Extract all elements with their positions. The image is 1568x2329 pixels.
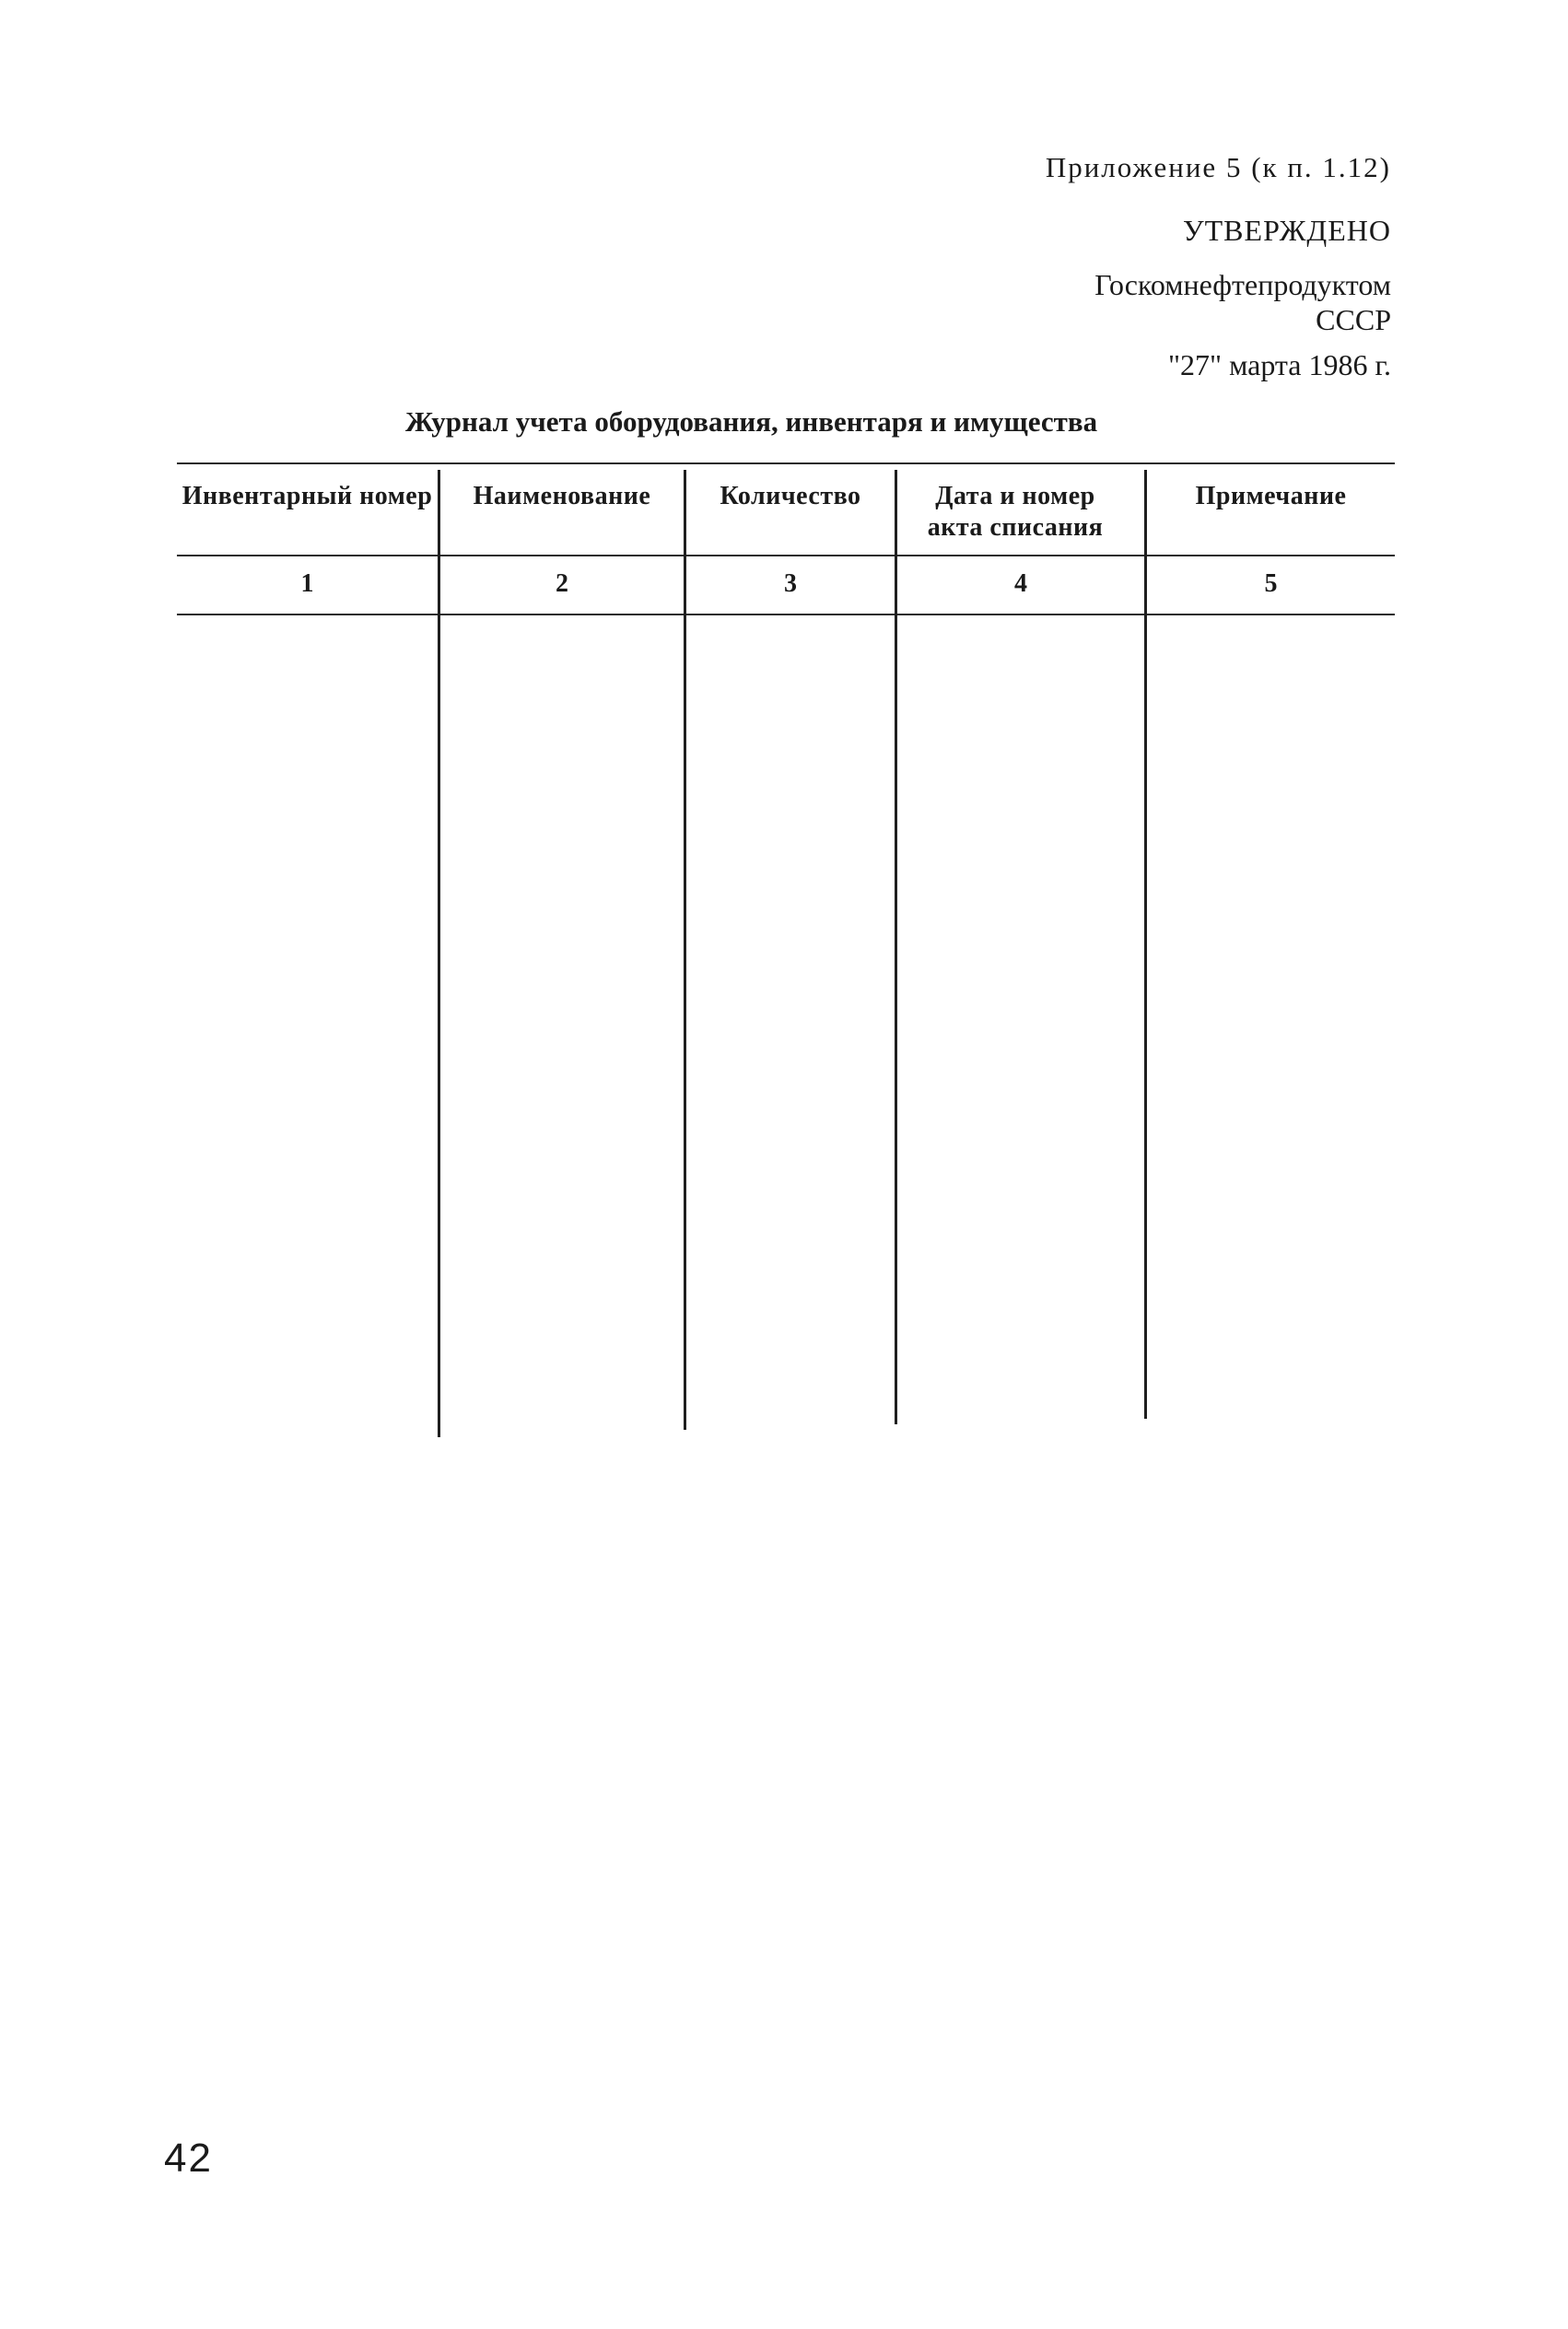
column-divider-2 [684, 470, 686, 1430]
column-number-5: 5 [1264, 569, 1278, 598]
authority-line-1: Госкомнефтепродуктом [1094, 268, 1391, 301]
column-header-name: Наименование [473, 482, 651, 510]
column-number-2: 2 [556, 569, 568, 598]
approval-stamp: УТВЕРЖДЕНО [1182, 214, 1391, 247]
column-number-1: 1 [300, 569, 314, 598]
column-header-quantity: Количество [720, 482, 861, 510]
table-top-rule [177, 462, 1395, 464]
page-number: 42 [164, 2136, 213, 2181]
column-header-inventory-number: Инвентарный номер [181, 482, 433, 510]
approval-date: "27" марта 1986 г. [1167, 348, 1391, 381]
column-header-remarks: Примечание [1195, 482, 1347, 510]
column-number-3: 3 [784, 569, 797, 598]
journal-title: Журнал учета оборудования, инвентаря и имущества [405, 405, 1098, 438]
column-divider-3 [895, 470, 897, 1424]
column-divider-4 [1144, 470, 1147, 1419]
column-header-writeoff-act: Дата и номер акта списания [927, 482, 1104, 542]
header-bottom-rule [177, 555, 1395, 556]
appendix-reference: Приложение 5 (к п. 1.12) [1045, 151, 1391, 183]
number-row-bottom-rule [177, 614, 1395, 615]
approving-authority [1094, 267, 1391, 337]
column-number-4: 4 [1014, 569, 1027, 598]
column-divider-1 [438, 470, 440, 1437]
authority-line-2: СССР [1316, 303, 1391, 336]
